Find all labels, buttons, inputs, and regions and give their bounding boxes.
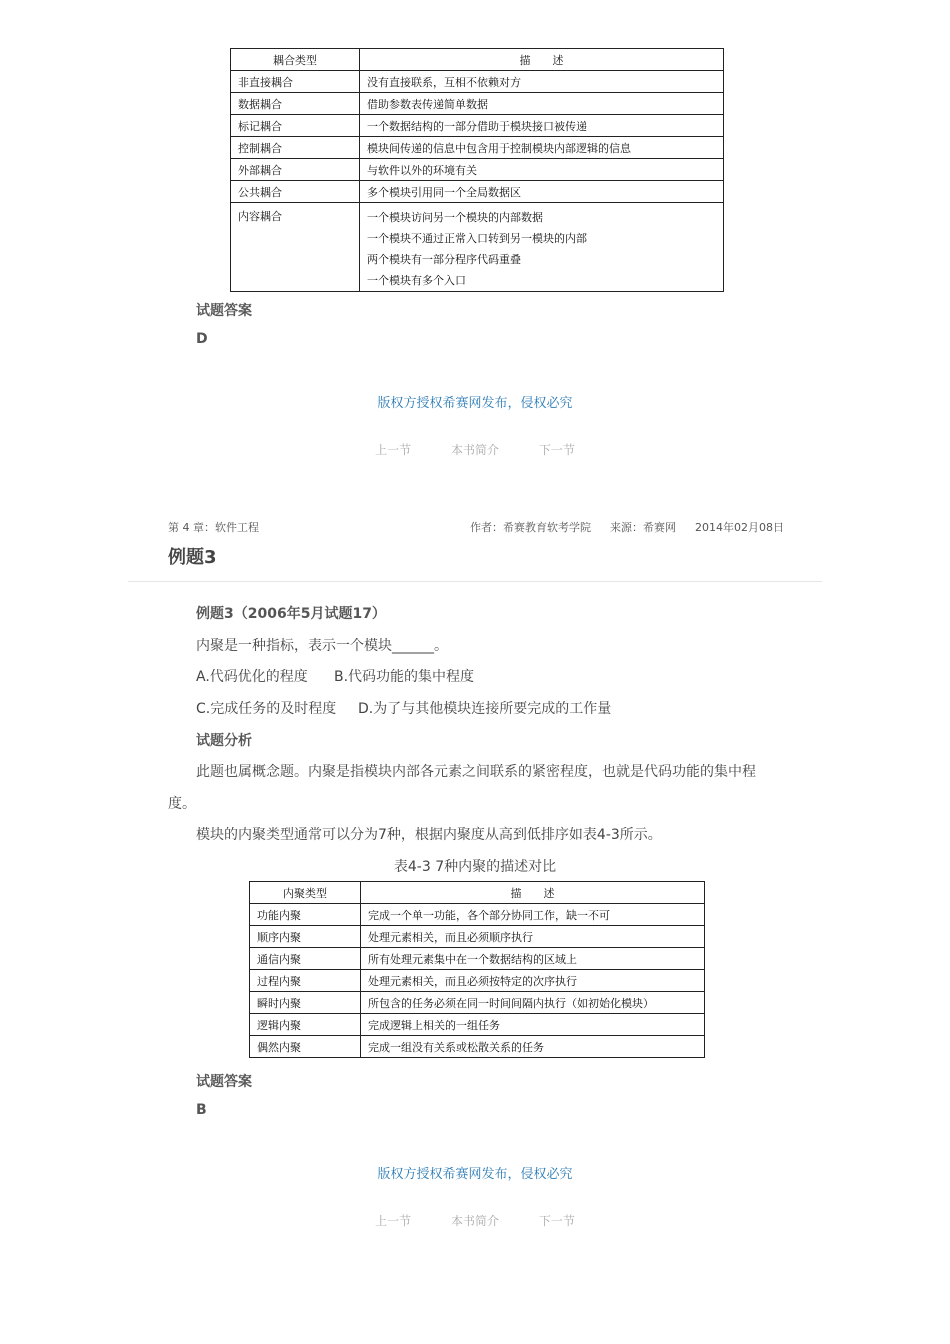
book-intro-link[interactable]: 本书简介 <box>450 443 499 457</box>
option-d: D.为了与其他模块连接所要完成的工作量 <box>358 701 612 717</box>
answer-value: D <box>196 331 208 347</box>
coupling-type: 标记耦合 <box>231 115 360 137</box>
coupling-type: 外部耦合 <box>231 159 360 181</box>
cohesion-type: 过程内聚 <box>250 970 361 992</box>
cohesion-desc: 处理元素相关，而且必须顺序执行 <box>361 926 705 948</box>
cohesion-type: 顺序内聚 <box>250 926 361 948</box>
coupling-desc-line: 一个模块不通过正常入口转到另一模块的内部 <box>367 232 587 245</box>
coupling-desc: 多个模块引用同一个全局数据区 <box>360 181 724 203</box>
option-b: B.代码功能的集中程度 <box>334 669 475 685</box>
coupling-desc: 与软件以外的环境有关 <box>360 159 724 181</box>
article-meta <box>470 519 784 535</box>
cohesion-type: 功能内聚 <box>250 904 361 926</box>
cohesion-table <box>249 881 705 1058</box>
table-row <box>250 992 705 1014</box>
source: 来源：希赛网 <box>610 521 676 534</box>
section-nav <box>0 1212 950 1229</box>
analysis-text-cont: 度。 <box>168 796 196 812</box>
table-row <box>250 926 705 948</box>
coupling-desc-multi <box>360 203 724 292</box>
cohesion-type: 瞬时内聚 <box>250 992 361 1014</box>
table-header-row <box>231 49 724 71</box>
analysis-text: 此题也属概念题。内聚是指模块内部各元素之间联系的紧密程度，也就是代码功能的集中程 <box>196 764 756 780</box>
table-header-row <box>250 882 705 904</box>
table-caption: 表4-3 7种内聚的描述对比 <box>393 859 557 875</box>
column-header: 耦合类型 <box>231 49 360 71</box>
cohesion-type: 通信内聚 <box>250 948 361 970</box>
coupling-type: 内容耦合 <box>231 203 360 292</box>
cohesion-desc: 所包含的任务必须在同一时间间隔内执行（如初始化模块） <box>361 992 705 1014</box>
prev-section-link[interactable]: 上一节 <box>375 1214 412 1228</box>
prev-section-link[interactable]: 上一节 <box>375 443 412 457</box>
answer-label: 试题答案 <box>196 303 252 319</box>
table-row <box>250 970 705 992</box>
table-row <box>250 1036 705 1058</box>
coupling-desc: 模块间传递的信息中包含用于控制模块内部逻辑的信息 <box>360 137 724 159</box>
coupling-type: 控制耦合 <box>231 137 360 159</box>
coupling-type: 公共耦合 <box>231 181 360 203</box>
column-header: 描 述 <box>360 49 724 71</box>
section-nav <box>0 441 950 458</box>
cohesion-type: 偶然内聚 <box>250 1036 361 1058</box>
question-heading: 例题3（2006年5月试题17） <box>196 606 386 622</box>
coupling-desc: 没有直接联系，互相不依赖对方 <box>360 71 724 93</box>
table-row <box>231 137 724 159</box>
coupling-table <box>230 48 724 292</box>
table-row <box>231 115 724 137</box>
table-row <box>250 948 705 970</box>
coupling-desc: 一个数据结构的一部分借助于模块接口被传递 <box>360 115 724 137</box>
cohesion-desc: 完成一组没有关系或松散关系的任务 <box>361 1036 705 1058</box>
analysis-label: 试题分析 <box>196 733 252 749</box>
next-section-link[interactable]: 下一节 <box>538 1214 575 1228</box>
table-row <box>250 1014 705 1036</box>
copyright-link[interactable]: 版权方授权希赛网发布，侵权必究 <box>377 1167 573 1182</box>
author: 作者：希赛教育软考学院 <box>470 521 591 534</box>
page-title: 例题3 <box>168 547 217 568</box>
analysis-text-2: 模块的内聚类型通常可以分为7种，根据内聚度从高到低排序如表4-3所示。 <box>196 827 662 843</box>
option-a: A.代码优化的程度 <box>196 669 308 685</box>
cohesion-desc: 所有处理元素集中在一个数据结构的区域上 <box>361 948 705 970</box>
answer-label: 试题答案 <box>196 1074 252 1090</box>
divider <box>128 581 822 582</box>
cohesion-desc: 完成一个单一功能，各个部分协同工作，缺一不可 <box>361 904 705 926</box>
table-row <box>231 203 724 292</box>
answer-value: B <box>196 1102 207 1118</box>
coupling-desc-line: 一个模块有多个入口 <box>367 274 466 287</box>
cohesion-desc: 完成逻辑上相关的一组任务 <box>361 1014 705 1036</box>
table-row <box>231 93 724 115</box>
option-c: C.完成任务的及时程度 <box>196 701 337 717</box>
column-header: 内聚类型 <box>250 882 361 904</box>
coupling-desc: 借助参数表传递简单数据 <box>360 93 724 115</box>
table-row <box>250 904 705 926</box>
publish-date: 2014年02月08日 <box>695 521 784 534</box>
next-section-link[interactable]: 下一节 <box>538 443 575 457</box>
copyright-link[interactable]: 版权方授权希赛网发布，侵权必究 <box>377 396 573 411</box>
coupling-type: 数据耦合 <box>231 93 360 115</box>
table-row <box>231 71 724 93</box>
question-stem: 内聚是一种指标，表示一个模块______。 <box>196 638 448 654</box>
coupling-type: 非直接耦合 <box>231 71 360 93</box>
coupling-desc-line: 两个模块有一部分程序代码重叠 <box>367 253 521 266</box>
coupling-desc-line: 一个模块访问另一个模块的内部数据 <box>367 211 543 224</box>
column-header: 描 述 <box>361 882 705 904</box>
table-row <box>231 159 724 181</box>
book-intro-link[interactable]: 本书简介 <box>450 1214 499 1228</box>
cohesion-desc: 处理元素相关，而且必须按特定的次序执行 <box>361 970 705 992</box>
table-row <box>231 181 724 203</box>
cohesion-type: 逻辑内聚 <box>250 1014 361 1036</box>
chapter-label: 第 4 章：软件工程 <box>168 521 259 534</box>
